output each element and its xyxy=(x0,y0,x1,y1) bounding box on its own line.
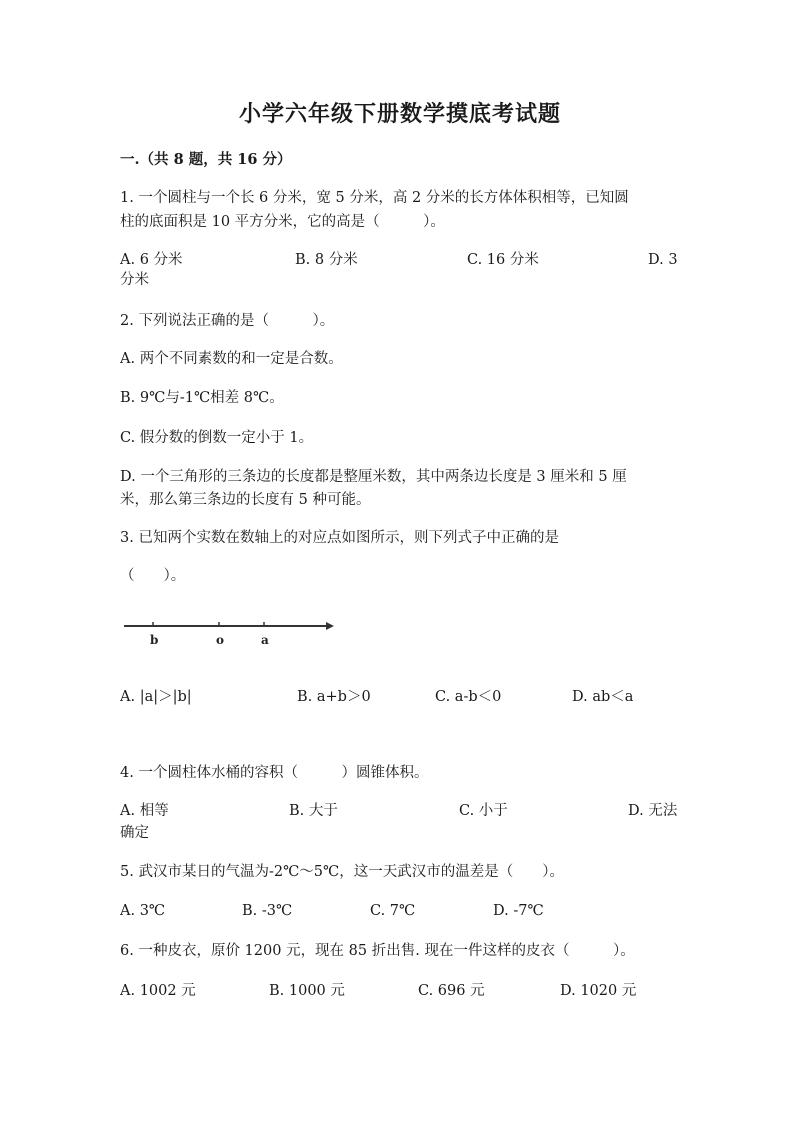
section-heading: 一.（共 8 题，共 16 分） xyxy=(120,151,292,168)
question-3-option-c: C. a-b＜0 xyxy=(435,689,502,705)
question-1-stem-line2: 柱的底面积是 10 平方分米，它的高是（ ）。 xyxy=(120,214,445,230)
question-3-option-d: D. ab＜a xyxy=(572,689,634,705)
number-line-figure xyxy=(120,612,340,652)
question-6-option-c: C. 696 元 xyxy=(418,983,485,999)
question-1-option-d-continued: 分米 xyxy=(120,272,149,288)
label-o: o xyxy=(216,633,225,647)
question-1-option-b: B. 8 分米 xyxy=(295,252,358,268)
question-2-option-c: C. 假分数的倒数一定小于 1。 xyxy=(120,430,314,446)
question-1-option-d: D. 3 xyxy=(648,252,678,268)
question-5-option-d: D. -7℃ xyxy=(493,903,544,919)
question-2-option-d-line1: D. 一个三角形的三条边的长度都是整厘米数，其中两条边长度是 3 厘米和 5 厘 xyxy=(120,469,627,485)
label-b: b xyxy=(150,633,159,647)
question-2-stem: 2. 下列说法正确的是（ ）。 xyxy=(120,313,335,329)
question-2-option-b: B. 9℃与-1℃相差 8℃。 xyxy=(120,390,284,406)
question-3-option-a: A. |a|＞|b| xyxy=(120,689,192,705)
question-4-option-c: C. 小于 xyxy=(459,803,508,819)
number-line-svg xyxy=(120,612,340,652)
question-5-option-a: A. 3℃ xyxy=(120,903,166,919)
question-6-stem: 6. 一种皮衣，原价 1200 元，现在 85 折出售. 现在一件这样的皮衣（ ）。 xyxy=(120,943,635,959)
question-4-option-b: B. 大于 xyxy=(289,803,338,819)
question-1-option-a: A. 6 分米 xyxy=(120,252,183,268)
label-a: a xyxy=(261,633,269,647)
question-5-option-b: B. -3℃ xyxy=(242,903,293,919)
question-4-option-d-continued: 确定 xyxy=(120,825,149,841)
question-1-option-c: C. 16 分米 xyxy=(467,252,539,268)
question-2-option-d-line2: 米，那么第三条边的长度有 5 种可能。 xyxy=(120,492,371,508)
question-1-stem-line1: 1. 一个圆柱与一个长 6 分米，宽 5 分米，高 2 分米的长方体体积相等，已知圆 xyxy=(120,190,629,206)
question-3-option-b: B. a+b＞0 xyxy=(297,689,371,705)
number-line-arrow xyxy=(326,622,334,630)
question-4-option-a: A. 相等 xyxy=(120,803,169,819)
question-4-option-d: D. 无法 xyxy=(628,803,678,819)
question-5-option-c: C. 7℃ xyxy=(370,903,416,919)
question-6-option-d: D. 1020 元 xyxy=(560,983,637,999)
question-5-stem: 5. 武汉市某日的气温为-2℃～5℃，这一天武汉市的温差是（ ）。 xyxy=(120,864,564,880)
page-title: 小学六年级下册数学摸底考试题 xyxy=(238,101,561,127)
question-6-option-a: A. 1002 元 xyxy=(120,983,196,999)
question-6-option-b: B. 1000 元 xyxy=(269,983,345,999)
question-3-stem: 3. 已知两个实数在数轴上的对应点如图所示，则下列式子中正确的是 xyxy=(120,530,559,546)
question-2-option-a: A. 两个不同素数的和一定是合数。 xyxy=(120,351,343,367)
question-4-stem: 4. 一个圆柱体水桶的容积（ ）圆锥体积。 xyxy=(120,765,429,781)
question-3-stem-continued: （ ）。 xyxy=(120,568,186,584)
